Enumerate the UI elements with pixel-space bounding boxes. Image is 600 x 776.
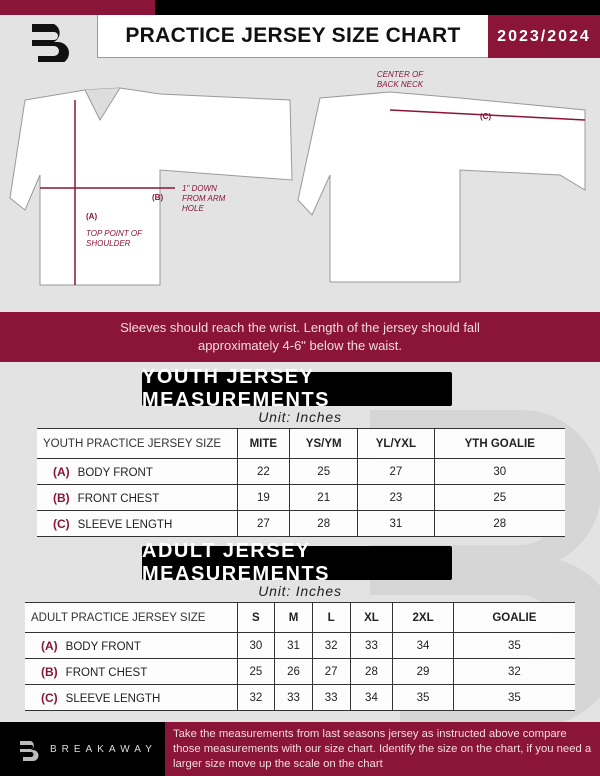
table-cell: 31 bbox=[275, 633, 313, 659]
table-cell: 34 bbox=[350, 685, 393, 711]
label-b: (B) bbox=[152, 193, 164, 202]
column-header: YS/YM bbox=[290, 429, 358, 459]
table-cell: 33 bbox=[350, 633, 393, 659]
table-row bbox=[37, 485, 565, 511]
table-cell: 33 bbox=[312, 685, 350, 711]
breakaway-logo bbox=[28, 18, 72, 62]
front-jersey bbox=[10, 88, 292, 285]
table-header-row bbox=[37, 429, 565, 459]
back-jersey bbox=[298, 92, 585, 282]
youth-size-table bbox=[37, 428, 565, 537]
instructions-banner: Sleeves should reach the wrist. Length of the jersey should fall approximately 4-6" below the waist. bbox=[0, 312, 600, 362]
top-black-bar bbox=[155, 0, 600, 15]
table-row bbox=[25, 633, 575, 659]
table-cell: 27 bbox=[237, 511, 290, 537]
table-cell: 34 bbox=[393, 633, 453, 659]
measurement-name: BODY FRONT bbox=[65, 640, 141, 653]
table-cell: 28 bbox=[290, 511, 358, 537]
column-header: YL/YXL bbox=[358, 429, 434, 459]
label-c: (C) bbox=[480, 112, 492, 121]
table-cell: 25 bbox=[290, 459, 358, 485]
measurement-letter: (C) bbox=[41, 690, 58, 705]
column-header: L bbox=[312, 603, 350, 633]
table-header-row bbox=[25, 603, 575, 633]
label-a: (A) bbox=[86, 212, 98, 221]
youth-unit: Unit: Inches bbox=[258, 409, 342, 425]
table-cell: 25 bbox=[434, 485, 565, 511]
table-row bbox=[37, 459, 565, 485]
adult-size-table bbox=[25, 602, 575, 711]
jersey-diagram bbox=[0, 60, 600, 312]
footer-instructions: Take the measurements from last seasons jersey as instructed above compare those measurements with our size chart. Identify the size on the chart, if you need a larger size move up the scale on the chart bbox=[165, 722, 600, 776]
youth-section-title: YOUTH JERSEY MEASUREMENTS bbox=[142, 372, 452, 406]
column-header: M bbox=[275, 603, 313, 633]
table-cell: 21 bbox=[290, 485, 358, 511]
measurement-letter: (A) bbox=[41, 638, 58, 653]
table-cell: 35 bbox=[453, 685, 575, 711]
row-label bbox=[37, 485, 237, 511]
top-accent-bar bbox=[0, 0, 155, 15]
column-header: GOALIE bbox=[453, 603, 575, 633]
row-label bbox=[37, 459, 237, 485]
one-inch-down-label: 1" DOWN FROM ARM HOLE bbox=[182, 184, 226, 213]
row-label bbox=[37, 511, 237, 537]
table-cell: 35 bbox=[453, 633, 575, 659]
table-cell: 29 bbox=[393, 659, 453, 685]
measurement-letter: (B) bbox=[53, 490, 70, 505]
measurement-name: FRONT CHEST bbox=[65, 666, 148, 679]
table-cell: 30 bbox=[237, 633, 275, 659]
column-header: YOUTH PRACTICE JERSEY SIZE bbox=[37, 429, 237, 459]
top-point-label: TOP POINT OF SHOULDER bbox=[86, 229, 142, 248]
measurement-name: FRONT CHEST bbox=[77, 492, 160, 505]
table-cell: 25 bbox=[237, 659, 275, 685]
measurement-letter: (C) bbox=[53, 516, 70, 531]
table-row bbox=[25, 659, 575, 685]
footer-brand bbox=[0, 722, 165, 776]
center-back-neck-label: CENTER OF BACK NECK bbox=[376, 70, 424, 89]
page-title: PRACTICE JERSEY SIZE CHART bbox=[97, 15, 488, 58]
measurement-letter: (A) bbox=[53, 464, 70, 479]
row-label bbox=[25, 685, 237, 711]
table-cell: 31 bbox=[358, 511, 434, 537]
column-header: ADULT PRACTICE JERSEY SIZE bbox=[25, 603, 237, 633]
column-header: YTH GOALIE bbox=[434, 429, 565, 459]
column-header: S bbox=[237, 603, 275, 633]
measurement-name: SLEEVE LENGTH bbox=[65, 692, 161, 705]
table-cell: 22 bbox=[237, 459, 290, 485]
brand-name: BREAKAWAY bbox=[50, 743, 157, 755]
table-cell: 32 bbox=[237, 685, 275, 711]
table-cell: 32 bbox=[312, 633, 350, 659]
measurement-name: SLEEVE LENGTH bbox=[77, 518, 173, 531]
adult-section-title: ADULT JERSEY MEASUREMENTS bbox=[142, 546, 452, 580]
table-cell: 28 bbox=[434, 511, 565, 537]
table-cell: 19 bbox=[237, 485, 290, 511]
table-row bbox=[37, 511, 565, 537]
breakaway-logo-small bbox=[18, 737, 40, 761]
row-label bbox=[25, 633, 237, 659]
season-badge: 2023/2024 bbox=[488, 15, 600, 58]
table-cell: 27 bbox=[312, 659, 350, 685]
table-cell: 28 bbox=[350, 659, 393, 685]
table-cell: 23 bbox=[358, 485, 434, 511]
column-header: 2XL bbox=[393, 603, 453, 633]
table-cell: 26 bbox=[275, 659, 313, 685]
table-cell: 33 bbox=[275, 685, 313, 711]
column-header: XL bbox=[350, 603, 393, 633]
table-row bbox=[25, 685, 575, 711]
measurement-letter: (B) bbox=[41, 664, 58, 679]
table-cell: 32 bbox=[453, 659, 575, 685]
table-cell: 27 bbox=[358, 459, 434, 485]
table-cell: 30 bbox=[434, 459, 565, 485]
measurement-name: BODY FRONT bbox=[77, 466, 153, 479]
row-label bbox=[25, 659, 237, 685]
column-header: MITE bbox=[237, 429, 290, 459]
adult-unit: Unit: Inches bbox=[258, 583, 342, 599]
table-cell: 35 bbox=[393, 685, 453, 711]
